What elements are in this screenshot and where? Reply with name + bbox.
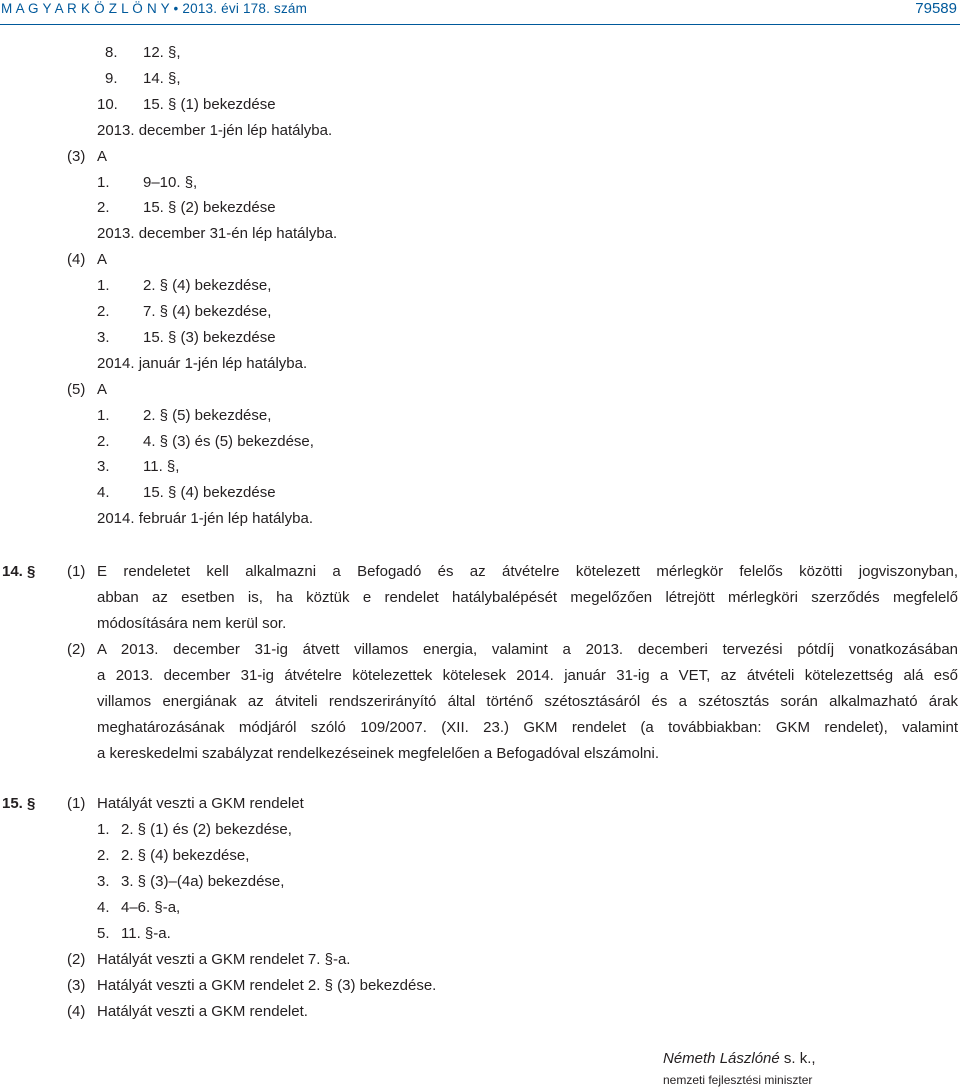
section-15-item-number: 1. (97, 821, 110, 838)
section-15-p4-text: Hatályát veszti a GKM rendelet. (97, 1003, 308, 1020)
upper-item-text: 2014. január 1-jén lép hatályba. (97, 354, 308, 372)
upper-item-text: A (97, 251, 108, 269)
upper-item-number: 2. (97, 199, 110, 217)
upper-item-number: 10. (97, 95, 118, 113)
upper-item-text: A (97, 380, 108, 398)
upper-item-number: 1. (97, 277, 110, 295)
section-15-p1-text: Hatályát veszti a GKM rendelet (97, 795, 304, 812)
section-15-p2-text: Hatályát veszti a GKM rendelet 7. §-a. (97, 951, 351, 968)
upper-item-text: 15. § (1) bekezdése (143, 95, 276, 113)
page-number: 79589 (915, 0, 957, 17)
upper-item-number: 2. (97, 303, 110, 320)
section-14-p2-line: A 2013. december 31-ig átvett villamos energia, valamint a 2013. decemberi tervezési pótdíj vonatkozásában (97, 641, 958, 658)
upper-item-number: 3. (97, 458, 110, 476)
section-14-p2-number: (2) (67, 641, 86, 658)
upper-item-number: 1. (97, 173, 110, 191)
section-15-item-text: 11. §-a. (121, 925, 171, 942)
upper-item-number: (3) (67, 147, 86, 165)
section-15-item-text: 3. § (3)–(4a) bekezdése, (121, 873, 285, 890)
upper-item-number: 8. (105, 44, 118, 61)
upper-item-number: 2. (97, 432, 110, 450)
upper-item-text: 2014. február 1-jén lép hatályba. (97, 510, 313, 528)
section-14-p2-line: a 2013. december 31-ig átvételre kötelezettek kötelesek 2014. január 31-ig a VET, az átvételi kötelezettség alá eső (97, 667, 958, 684)
section-14-p2-line: meghatározásának módjáról szóló 109/2007. (XII. 23.) GKM rendelet (a továbbiakban: GKM rendelet), valamint (97, 719, 958, 736)
upper-item-text: 15. § (2) bekezdése (143, 199, 276, 217)
upper-item-text: A (97, 147, 108, 165)
signatory-name: Németh Lászlóné (663, 1050, 780, 1067)
section-15-item-text: 2. § (1) és (2) bekezdése, (121, 821, 292, 838)
page-header (0, 0, 960, 22)
upper-item-number: (4) (67, 251, 86, 269)
section-15-p1-number: (1) (67, 795, 86, 812)
section-14-p1-line: módosítására nem kerül sor. (97, 615, 287, 632)
section-14-p1-line: abban az esetben is, ha köztük e rendelet hatálybalépését megelőzően létrejött mérlegköri szerződés megfelelő (97, 589, 958, 606)
upper-item-text: 2013. december 1-jén lép hatályba. (97, 121, 333, 139)
upper-item-text: 7. § (4) bekezdése, (143, 303, 272, 320)
section-14-label: 14. § (2, 563, 36, 580)
section-15-item-number: 5. (97, 925, 110, 942)
header-publication (1, 1, 307, 16)
section-15-label: 15. § (2, 795, 36, 812)
section-15-item-number: 4. (97, 899, 110, 916)
upper-item-text: 15. § (4) bekezdése (143, 484, 276, 502)
upper-item-number: (5) (67, 380, 86, 398)
section-15-item-text: 2. § (4) bekezdése, (121, 847, 250, 864)
issue-label: 2013. évi 178. szám (182, 1, 308, 16)
upper-item-number: 4. (97, 484, 110, 502)
upper-item-number: 1. (97, 406, 110, 424)
section-14-p2-line: villamos energiának az átviteli rendszerirányító által történő szétosztásáról és a szétosztás során alkalmazható árak (97, 693, 958, 710)
header-rule (0, 24, 960, 25)
upper-item-text: 11. §, (143, 458, 180, 476)
section-15-p3-text: Hatályát veszti a GKM rendelet 2. § (3) bekezdése. (97, 977, 437, 994)
signatory-title: nemzeti fejlesztési miniszter (663, 1073, 813, 1087)
signature-suffix: s. k., (779, 1050, 816, 1067)
upper-item-text: 2013. december 31-én lép hatályba. (97, 225, 338, 243)
section-15-item-number: 3. (97, 873, 110, 890)
publication-title: M A G Y A R K Ö Z L Ö N Y (1, 1, 170, 16)
upper-item-number: 3. (97, 328, 110, 346)
upper-item-text: 15. § (3) bekezdése (143, 328, 276, 346)
upper-item-text: 9–10. §, (143, 173, 198, 191)
section-15-p4-number: (4) (67, 1003, 86, 1020)
upper-item-text: 4. § (3) és (5) bekezdése, (143, 432, 314, 450)
upper-item-text: 2. § (4) bekezdése, (143, 277, 272, 295)
upper-item-text: 14. §, (143, 69, 181, 87)
upper-item-text: 12. §, (143, 44, 181, 61)
section-14-p2-line: a kereskedelmi szabályzat rendelkezéseinek megfelelően a Befogadóval elszámolni. (97, 745, 659, 762)
signature-line (663, 1050, 816, 1067)
header-bullet: • (173, 1, 179, 16)
upper-item-number: 9. (105, 69, 118, 87)
section-15-p3-number: (3) (67, 977, 86, 994)
section-14-p1-line: E rendeletet kell alkalmazni a Befogadó és az átvételre kötelezett mérlegkör felelős közötti jogviszonyban, (97, 563, 958, 580)
upper-item-text: 2. § (5) bekezdése, (143, 406, 272, 424)
section-15-p2-number: (2) (67, 951, 86, 968)
section-15-item-text: 4–6. §-a, (121, 899, 181, 916)
section-15-item-number: 2. (97, 847, 110, 864)
section-14-p1-number: (1) (67, 563, 86, 580)
